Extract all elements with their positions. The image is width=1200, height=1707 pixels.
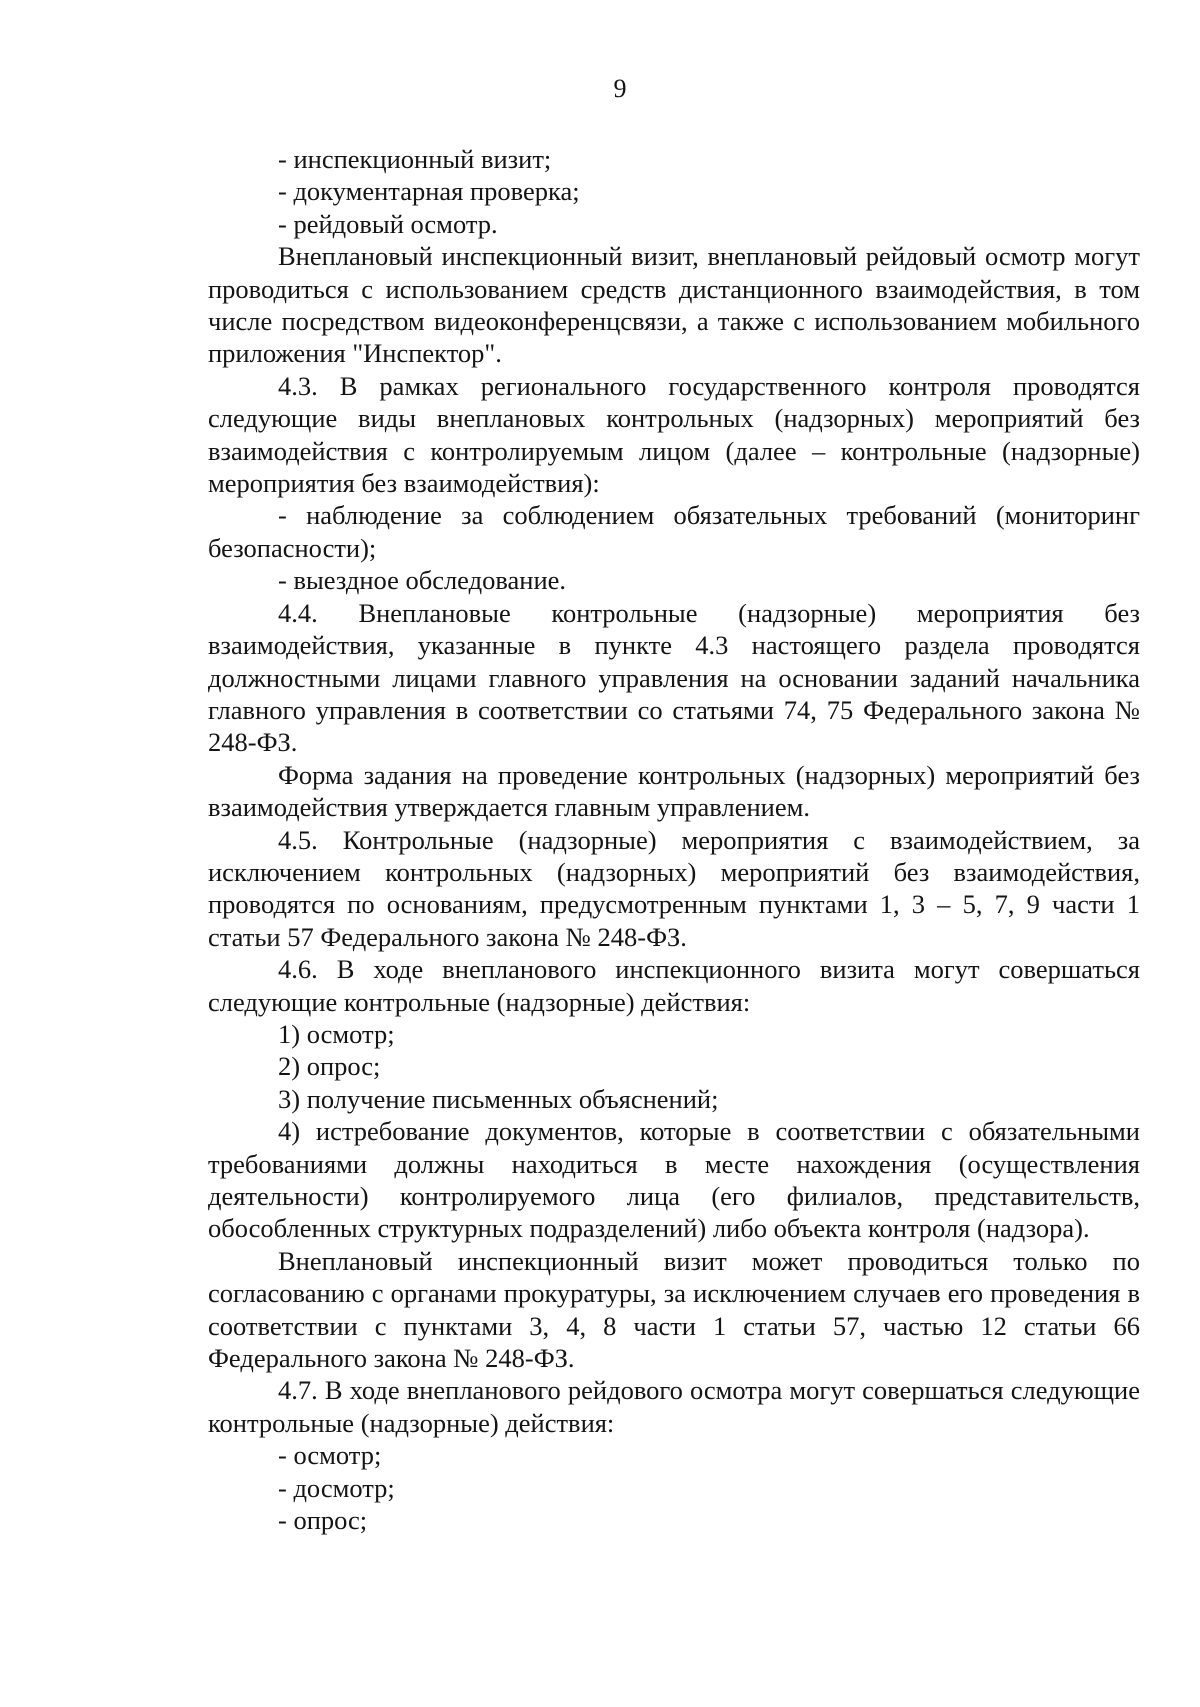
paragraph-4-6: 4.6. В ходе внепланового инспекционного визита могут совершаться следующие контрольные (надзорные) действия: (208, 954, 1140, 1017)
list-item-monitoring: - наблюдение за соблюдением обязательных требований (мониторинг безопасности); (208, 500, 1140, 563)
list-item-inspection: - осмотр; (278, 1440, 382, 1471)
list-item-field-survey: - выездное обследование. (278, 565, 567, 596)
list-item-search: - досмотр; (278, 1472, 395, 1503)
list-item-interview: - опрос; (278, 1505, 368, 1536)
paragraph-4-4: 4.4. Внеплановые контрольные (надзорные) мероприятия без взаимодействия, указанные в пункте 4.3 настоящего раздела проводятся должностными лицами главного управления на основании заданий начальника главного управления в соответствии со статьями 74, 75 Федерального закона № 248-ФЗ. (208, 597, 1140, 758)
list-item-2-interview: 2) опрос; (278, 1051, 381, 1082)
page-number: 9 (613, 74, 627, 103)
paragraph-4-7: 4.7. В ходе внепланового рейдового осмотра могут совершаться следующие контрольные (надзорные) действия: (208, 1375, 1140, 1438)
list-item-inspection-visit: - инспекционный визит; (278, 144, 552, 174)
list-item-3-written-explanations: 3) получение письменных объяснений; (278, 1083, 719, 1114)
paragraph-remote-interaction: Внеплановый инспекционный визит, внеплановый рейдовый осмотр могут проводиться с использованием средств дистанционного взаимодействия, в том числе посредством видеоконференцсвязи, а также с использованием мобильного приложения "Инспектор". (208, 241, 1140, 369)
paragraph-prosecutor-approval: Внеплановый инспекционный визит может проводиться только по согласованию с органами прокуратуры, за исключением случаев его проведения в соответствии с пунктами 3, 4, 8 части 1 статьи 57, частью 12 статьи 66 Федерального закона № 248-ФЗ. (208, 1245, 1140, 1374)
document-body (208, 143, 1140, 1536)
list-item-1-inspection: 1) осмотр; (278, 1018, 395, 1049)
paragraph-4-5: 4.5. Контрольные (надзорные) мероприятия с взаимодействием, за исключением контрольных (надзорных) мероприятий без взаимодействия, проводятся по основаниям, предусмотренным пунктами 1, 3 – 5, 7, 9 части 1 статьи 57 Федерального закона № 248-ФЗ. (208, 824, 1140, 952)
list-item-documentary-check: - документарная проверка; (278, 176, 580, 207)
paragraph-4-3: 4.3. В рамках регионального государственного контроля проводятся следующие виды внеплановых контрольных (надзорных) мероприятий без взаимодействия с контролируемым лицом (далее – контрольные (надзорные) мероприятия без взаимодействия): (208, 370, 1140, 499)
paragraph-task-form: Форма задания на проведение контрольных (надзорных) мероприятий без взаимодействия утверждается главным управлением. (208, 759, 1140, 823)
list-item-4-document-request: 4) истребование документов, которые в соответствии с обязательными требованиями должны находиться в месте нахождения (осуществления деятельности) контролируемого лица (его филиалов, представительств, обособленных структурных подразделений) либо объекта контроля (надзора). (208, 1116, 1140, 1244)
list-item-raid-inspection: - рейдовый осмотр. (278, 208, 498, 239)
